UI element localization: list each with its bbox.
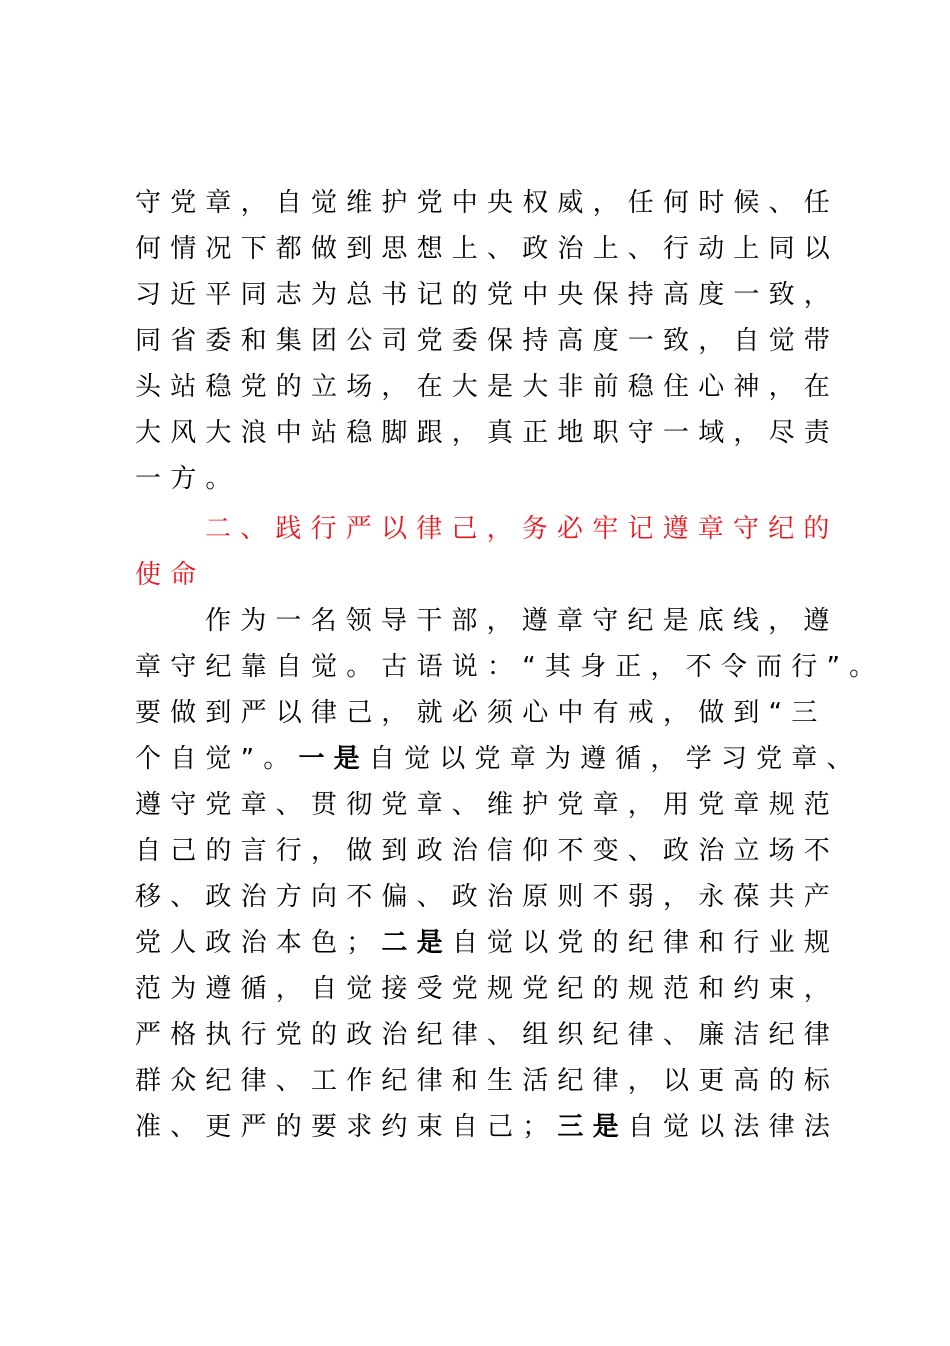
bold-marker: 三是 [557, 1112, 628, 1142]
text-line: 同省委和集团公司党委保持高度一致，自觉带 [135, 326, 840, 356]
text-run: 自觉以党章为遵循，学习党章、 [368, 744, 862, 774]
text-line: 作为一名领导干部，遵章守纪是底线，遵 [205, 606, 839, 636]
text-line: 章守纪靠自觉。古语说：“其身正，不令而行”。 [135, 652, 885, 682]
text-line: 一方。 [135, 464, 241, 494]
text-line: 范为遵循，自觉接受党规党纪的规范和约束， [135, 974, 840, 1004]
text-line: 习近平同志为总书记的党中央保持高度一致， [135, 280, 840, 310]
text-line: 移、政治方向不偏、政治原则不弱，永葆共产 [135, 882, 840, 912]
bold-marker: 一是 [298, 744, 369, 774]
text-line: 要做到严以律己，就必须心中有戒，做到“三 [135, 698, 827, 728]
text-run: 党人政治本色； [135, 928, 382, 958]
text-line: 头站稳党的立场，在大是大非前稳住心神，在 [135, 372, 840, 402]
text-run: 个自觉”。 [135, 744, 299, 774]
section-heading: 使命 [135, 560, 206, 590]
text-line: 群众纪律、工作纪律和生活纪律，以更高的标 [135, 1066, 840, 1096]
text-line [135, 920, 839, 966]
text-line: 何情况下都做到思想上、政治上、行动上同以 [135, 234, 840, 264]
text-run: 自觉以法律法 [627, 1112, 840, 1142]
text-run: 准、更严的要求约束自己； [135, 1112, 558, 1142]
text-line: 守党章，自觉维护党中央权威，任何时候、任 [135, 188, 840, 218]
text-line [135, 1104, 839, 1150]
text-line: 自己的言行，做到政治信仰不变、政治立场不 [135, 836, 840, 866]
text-line: 大风大浪中站稳脚跟，真正地职守一域，尽责 [135, 418, 840, 448]
text-run: 自觉以党的纪律和行业规 [451, 928, 840, 958]
section-heading: 二、践行严以律己，务必牢记遵章守纪的 [205, 514, 839, 544]
bold-marker: 二是 [381, 928, 452, 958]
text-line: 遵守党章、贯彻党章、维护党章，用党章规范 [135, 790, 840, 820]
text-line: 严格执行党的政治纪律、组织纪律、廉洁纪律 [135, 1020, 840, 1050]
text-line [135, 736, 862, 782]
